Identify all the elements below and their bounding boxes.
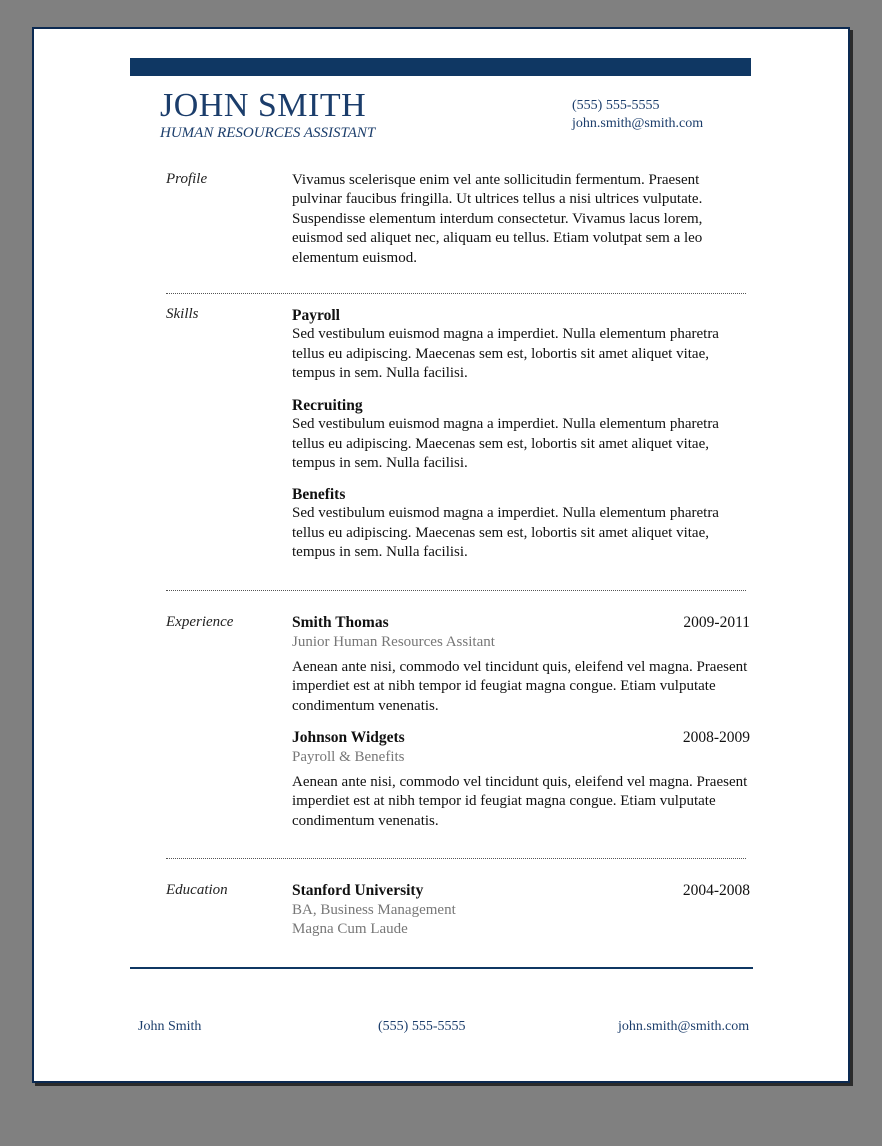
job-description: Aenean ante nisi, commodo vel tincidunt quis, eleifend vel magna. Praesent imperdiet est at nibh tempor id feugiat magna congue. Etiam vulputate condimentum venenatis. [292, 659, 748, 714]
section-divider [166, 293, 746, 294]
honors: Magna Cum Laude [292, 921, 408, 937]
skill-title: Payroll [292, 307, 340, 324]
footer-phone: (555) 555-5555 [378, 1019, 466, 1034]
employer-name: Johnson Widgets [292, 729, 405, 746]
footer-name: John Smith [138, 1019, 202, 1034]
employment-dates: 2008-2009 [682, 729, 750, 746]
section-label-profile: Profile [166, 171, 208, 187]
skill-text: Sed vestibulum euismod magna a imperdiet. Nulla elementum pharetra tellus eu adipiscing. Maecenas sem est, lobortis sit amet aliquet vitae, tempus in sem. Nulla facilisi. [292, 326, 719, 382]
skill-item [292, 485, 752, 563]
header-email[interactable]: john.smith@smith.com [572, 116, 704, 131]
footer-divider [130, 967, 753, 969]
header-phone: (555) 555-5555 [572, 98, 660, 113]
job-role: Junior Human Resources Assitant [292, 634, 495, 650]
section-label-skills: Skills [166, 306, 199, 322]
school-name: Stanford University [292, 882, 424, 899]
section-divider [166, 858, 746, 859]
experience-header [292, 729, 750, 747]
skill-item [292, 396, 752, 474]
header-contact [572, 97, 703, 133]
resume-name: JOHN SMITH [160, 87, 367, 124]
skill-text: Sed vestibulum euismod magna a imperdiet. Nulla elementum pharetra tellus eu adipiscing. Maecenas sem est, lobortis sit amet aliquet vitae, tempus in sem. Nulla facilisi. [292, 505, 719, 561]
experience-header [292, 614, 750, 632]
job-title: HUMAN RESOURCES ASSISTANT [160, 125, 376, 141]
skill-title: Recruiting [292, 397, 363, 414]
footer-email[interactable]: john.smith@smith.com [618, 1019, 750, 1034]
job-role: Payroll & Benefits [292, 749, 405, 765]
skill-title: Benefits [292, 486, 346, 503]
degree: BA, Business Management [292, 902, 456, 918]
education-header [292, 882, 750, 900]
resume-page [32, 27, 850, 1083]
education-dates: 2004-2008 [682, 882, 750, 899]
job-description: Aenean ante nisi, commodo vel tincidunt quis, eleifend vel magna. Praesent imperdiet est at nibh tempor id feugiat magna congue. Etiam vulputate condimentum venenatis. [292, 774, 748, 829]
section-label-experience: Experience [166, 614, 234, 630]
header-accent-bar [130, 58, 751, 76]
section-label-education: Education [166, 882, 228, 898]
section-divider [166, 590, 746, 591]
employer-name: Smith Thomas [292, 614, 389, 631]
employment-dates: 2009-2011 [683, 614, 750, 631]
profile-text: Vivamus scelerisque enim vel ante sollicitudin fermentum. Praesent pulvinar faucibus fringilla. Ut ultrices tellus a nisi ultrices vulputate. Suspendisse elementum interdum consectetur. Vivamus lacus lorem, euismod sed aliquet nec, aliquam eu tellus. Etiam volutpat sem a leo elementum euismod. [292, 172, 703, 266]
skill-item [292, 306, 752, 384]
skill-text: Sed vestibulum euismod magna a imperdiet. Nulla elementum pharetra tellus eu adipiscing. Maecenas sem est, lobortis sit amet aliquet vitae, tempus in sem. Nulla facilisi. [292, 416, 719, 472]
